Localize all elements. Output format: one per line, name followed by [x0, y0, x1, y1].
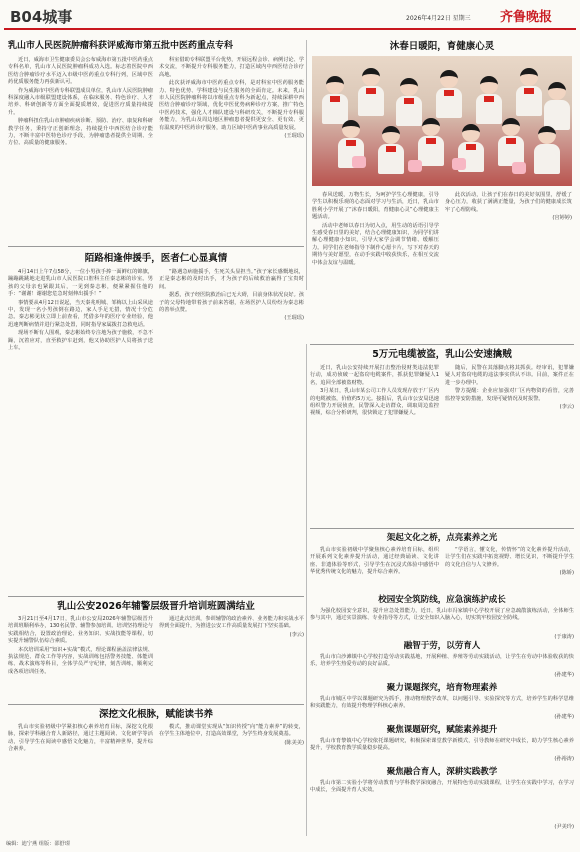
students-photo	[312, 56, 572, 186]
byline: (孙建华)	[554, 714, 574, 720]
article-hospital-oncology	[8, 40, 304, 240]
byline: (王琨瑶)	[284, 315, 304, 322]
article-body-col2	[159, 724, 304, 828]
byline: (李云)	[559, 404, 574, 411]
article-cable-theft	[310, 348, 574, 524]
paragraph: 事情要从4月12日说起，当天秦兆明城、邹梅以上山采风途中，发现一名小男孩倒在路边，家人手足无措，情况十分危急。秦志彬见状立即上前查看，凭借多年的医疗专业经验，他迅速判断病情并进行紧急处置，同时指导家属拨打急救电话。	[8, 299, 153, 328]
paragraph: 3月某日，乳山市某公司工作人员发现存放于厂区内的电缆被盗，价值约5万元。接报后，乳山市公安局迅速组织警力开展侦查，民警深入走访群众，调取周边监控视频，综合分析研判，很快锁定了犯罪嫌疑人。	[310, 388, 439, 417]
article-body-col1	[8, 269, 153, 587]
paragraph: 乳山市城区中学以课题研究为抓手，推动物理教学改革，以问题引导、实验探究等方式，培养学生的科学思维和实践能力，有效提升物理学科核心素养。	[310, 696, 574, 710]
column-divider	[306, 344, 307, 836]
paragraph: 近日，乳山公安持续开展打击整治侵财类违法犯罪行动，成功侦破一起盗窃电缆案件，抓获犯罪嫌疑人1名，追回全部被盗财物。	[310, 365, 439, 386]
article-campus-safety	[310, 594, 574, 640]
article-body-col2	[159, 57, 304, 235]
paragraph: 春风送暖，万物生长，为呵护学生心理健康，引导学生以积极乐观的心态面对学习与生活，近日，乳山市胜利小学开展了“沐春日暖阳，育健康心灵”心理健康主题活动。	[312, 192, 439, 221]
article-spring-psychology	[310, 40, 574, 340]
section-title: B04城事	[10, 8, 73, 26]
headline: 聚力课题探究，培育物理素养	[386, 683, 498, 693]
article-culture-reading	[8, 708, 304, 834]
paragraph: 本次培训采用“知识+实战”模式，理论课程涵盖法律法规、执法规范、群众工作等内容，实战训练包括警务技能、体能训练、战术演练等科目，全体学员严守纪律，刻苦训练，顺利完成各项培训任务。	[8, 646, 153, 675]
article-body-col2	[159, 616, 304, 696]
paragraph: 近日，威海市卫生健康委员会公布威海市第五批中医药重点专科名单，乳山市人民医院肿瘤科成功入选。标志着医院中西医结合肿瘤诊疗水平迈入市级中医药重点专科行列，区域中医药优质服务能力再获新认可。	[8, 57, 153, 86]
paragraph: 肿瘤科扭住乳山市肿瘤疾病诊断、预防、治疗、康复和科研教学任务，秉持守正创新理念，持续提升中西医结合诊疗能力，不断丰富中医特色诊疗手段，为肿瘤患者提供全周期、全方位、高质量的健康服务。	[8, 118, 153, 147]
byline: (孙裕涛)	[554, 756, 574, 762]
headline: 聚焦融合育人，深耕实践教学	[386, 767, 498, 777]
headline: 沐春日暖阳，育健康心灵	[389, 41, 495, 52]
article-integrated-education	[310, 766, 574, 836]
paragraph: 3月21日至4月17日，乳山市公安局2026年辅警层级晋升培训班顺利举办，130名民警、辅警参加培训。培训坚持理论与实践相结合，设置政治理论、业务知识、实战技能等课程，切实提升辅警队伍综合素质。	[8, 616, 153, 645]
article-body-col2	[159, 269, 304, 587]
paragraph: 乳山市实验初级中学聚焦核心素养培育目标，组织开展系列文化素养提升活动，通过经典诵读、文化讲座、非遗体验等形式，引导学生在沉浸式体验中感悟中华优秀传统文化的魅力，提升综合素养。	[310, 547, 439, 576]
article-body-col1	[312, 192, 439, 332]
paragraph: 乳山市实验初级中学紧扣核心素养培育目标，深挖文化根脉，探索学科融合育人新路径，通过主题阅读、文化研学等活动，引导学生在阅读中感悟文化魅力，丰富精神世界，提升综合素养。	[8, 724, 153, 753]
section-divider	[310, 344, 574, 345]
header-rule	[4, 28, 576, 30]
byline: (尹美玲)	[554, 824, 574, 830]
issue-date: 2026年4月22日 星期三	[406, 15, 471, 22]
page-header	[4, 4, 576, 30]
headline: 聚焦课题研究，赋能素养提升	[386, 725, 498, 735]
column-divider	[306, 40, 307, 290]
editor-credits: 编辑：迪宁燕 组版：邵舒璟	[6, 841, 70, 847]
article-physics-research	[310, 682, 574, 722]
article-body	[310, 738, 574, 756]
section-divider	[8, 704, 304, 705]
article-labor-education	[310, 640, 574, 680]
article-subject-research	[310, 724, 574, 764]
article-body-col2	[445, 547, 574, 591]
headline: 深挖文化根脉，赋能读书养	[98, 709, 213, 720]
article-body-col1	[310, 365, 439, 519]
section-divider	[310, 528, 574, 529]
article-body-col2	[445, 192, 572, 332]
headline: 融智于劳，以劳育人	[403, 641, 481, 651]
paragraph: 通过此次培训，参训辅警的政治素养、业务能力和实战水平得到全面提升，为推进公安工作高质量发展打下坚实基础。	[159, 616, 304, 630]
paragraph: 4月14日上午7点58分，一位小男孩手捧一面鲜红的锦旗，蹦蹦跳跳地走进乳山市人民医院口腔科主任秦志彬的诊室。男孩的父母亲也紧跟其后，一见到秦志彬，便紧紧握住他的手：“谢谢！谢谢您危急时刻伸出援手！”	[8, 269, 153, 298]
paragraph: 乳山市白沙滩镇中心学校打造劳动实践基地，开展种植、养殖等劳动实践活动，让学生在劳动中体验收获的快乐，培养学生热爱劳动的良好品质。	[310, 654, 574, 668]
headline: 陌路相逢伸援手，医者仁心显真情	[84, 253, 228, 264]
article-culture-bridge	[310, 532, 574, 592]
article-body-col1	[8, 57, 153, 235]
section-divider	[8, 596, 304, 597]
headline: 架起文化之桥，点亮素养之光	[386, 533, 498, 543]
paragraph: 模式，推动课堂实现从“知识传授”向“能力素养”的转变，在学生主体地位中，打造高效课堂，为学生终身发展奠基。	[159, 724, 304, 738]
byline: (王琨瑶)	[284, 133, 304, 140]
article-body-col2	[445, 365, 574, 519]
paragraph: 随后，民警在其落脚点将其抓获。经审讯，犯罪嫌疑人对盗窃电缆的违法事实供认不讳。目前，案件正在进一步办理中。	[445, 365, 574, 386]
byline: (陈美美)	[284, 739, 304, 746]
paragraph: 作为威海市中医药专科联盟成员单位，乳山市人民医院肿瘤科深度融入市级联盟建设体系，在临床服务、特色诊疗、人才培养、科研创新等方面全面提质增效，促进医疗质量持续提升。	[8, 87, 153, 116]
article-body-col1	[310, 547, 439, 591]
article-police-training	[8, 600, 304, 700]
paragraph: 活动中老师以春日为切入点，用生动的话语引导学生感受春日里的美好，结合心理健康知识，为同学们讲解心理健康小知识，引导大家学会调节情绪、缓解压力。同学们在老师指导下制作心愿卡片，写下对春天的期待与美好愿望，在动手实践中收获快乐，在相互交流中体会友谊与温暖。	[312, 222, 439, 266]
paragraph: 此次获评威海市中医药重点专科，是对科室中医药服务能力、特色优势、学科建设与民生服务的全面肯定。未来，乳山市人民医院肿瘤科将以市级重点专科为新起点，持续深耕中西医结合肿瘤诊疗领域，优化中医优势病种诊疗方案，推广特色中医药技术，强化人才梯队建设与科研攻关，不断提升专科服务能力，为乳山及周边地区肿瘤患者提供更安全、更有效、更有温度的中医药诊疗服务，助力区域中医药事业高质量发展。	[159, 80, 304, 131]
byline: (于康涛)	[554, 634, 574, 640]
paragraph: 据悉，孩子经医院救治后已无大碍，目前身体状况良好。孩子的父母特地带着孩子前来答谢，在场医护人员纷纷为秦志彬的善举点赞。	[159, 292, 304, 314]
article-body-col1	[8, 724, 153, 828]
paragraph: 科室借助专科联盟平台优势，开展远程会诊、病例讨论、学术交流，不断提升专科服务能力，打造区域内中西医结合诊疗高地。	[159, 57, 304, 78]
paragraph: 乳山市育黎镇中心学校依托课题研究，积极探索课堂教学新模式，引导教师在研究中成长，助力学生核心素养提升，学校教育教学质量稳步提高。	[310, 738, 574, 752]
paragraph: 现场不断有人围观，秦志彬始终专注地为孩子施救，不急不躁，沉着应对，直至救护车赶到，他又协助医护人员将孩子送上车。	[8, 330, 153, 352]
article-body	[310, 696, 574, 714]
headline: 乳山市人民医院肿瘤科获评威海市第五批中医药重点专科	[8, 41, 234, 51]
article-body	[310, 608, 574, 634]
headline: 校园安全筑防线，应急演练护成长	[378, 595, 506, 605]
paragraph: 此次活动，让孩子们在春日的美好氛围里，舒缓了身心压力，收获了满满正能量，为孩子们的健康成长筑牢了心理防线。	[445, 192, 572, 213]
paragraph: “学语言，懂文化，传情怀”的文化素养提升活动，让学生们在实践中拓宽视野、增长见识，不断提升学生的文化自信与人文修养。	[445, 547, 574, 568]
paragraph: 乳山市第二实验小学将劳动教育与学科教学深度融合，开展特色劳动实践课程，让学生在实践中学习，在学习中成长，全面提升育人实效。	[310, 780, 574, 794]
article-body-col1	[8, 616, 153, 696]
paragraph: 为强化校园安全意识，提升应急处置能力，近日，乳山市冯家镇中心学校开展了应急疏散演练活动，全体师生参与其中，通过实景演练、专业指导等方式，让安全知识入脑入心，切实筑牢校园安全防线。	[310, 608, 574, 622]
byline: (孙建华)	[554, 672, 574, 678]
article-body	[310, 780, 574, 824]
headline: 5万元电缆被盗，乳山公安速擒贼	[372, 349, 512, 360]
paragraph: “路遇急病施援手，生死关头显担当。”孩子家长感慨地说，正是秦志彬的及时出手，才为孩子的后续救治赢得了宝贵时间。	[159, 269, 304, 290]
section-divider	[8, 246, 304, 247]
masthead-logo: 齐鲁晚报	[500, 10, 553, 25]
headline: 乳山公安2026年辅警层级晋升培训班圆满结业	[57, 601, 255, 612]
article-doctor-rescue	[8, 252, 304, 592]
paragraph: 警方提醒：企业应加强对厂区内物资的看管，完善监控等安防措施，发现可疑情况及时报警。	[445, 388, 574, 402]
article-body	[310, 654, 574, 672]
byline: (李云)	[289, 631, 304, 638]
byline: (宫婷婷)	[552, 215, 572, 222]
byline: (陈娇)	[559, 570, 574, 577]
